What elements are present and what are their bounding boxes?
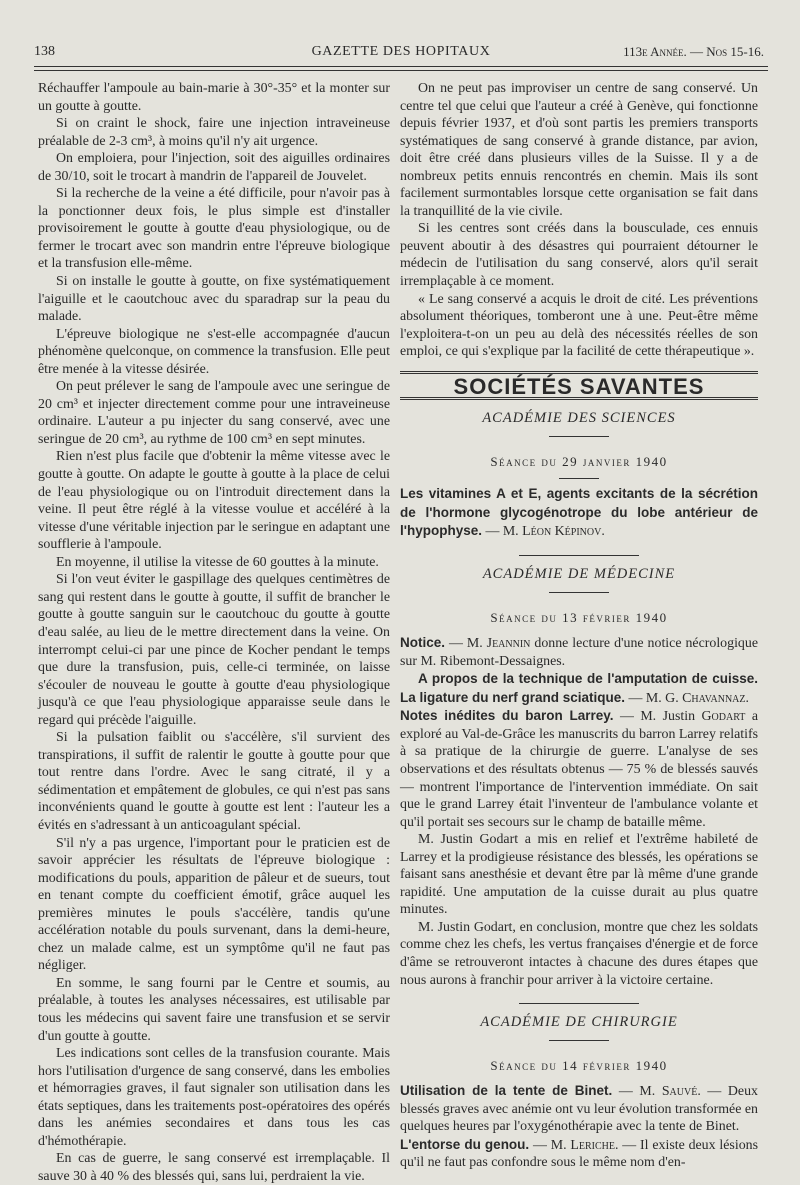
author: Leriche — [570, 1137, 615, 1153]
entry-text: donne lecture d'une notice nécrologique sur M. Ribemont-Dessaignes. — [400, 636, 758, 669]
paragraph: Si la pulsation faiblit ou s'accélère, s'il survient des transpirations, il suffit de ralentir le goutte à goutte pour que tout rentre dans l'ordre. Avec le sang citraté, il y a sédimentation et empâtement de globules, ce qui n'est pas sans inconvénients quand le goutte à goutte est lent : l'auteur les a évités en s'adressant à un anticoagulant spécial. — [38, 730, 390, 833]
seance-date: Séance du 13 février 1940 — [490, 609, 668, 625]
author: Chavannaz — [682, 690, 746, 706]
paragraph: « Le sang conservé a acquis le droit de cité. Les préventions absolument théoriques, tomberont une à une. Peut-être même l'exploitera-t-on un peu au delà des nécessités réelles de son emploi, ce qui s'explique par la facilité de cette thérapeutique ». — [400, 291, 758, 360]
author-sep: — M. — [612, 1084, 662, 1100]
author: Léon Képinov — [522, 524, 602, 540]
paragraph: M. Justin Godart a mis en relief et l'extrême habileté de Larrey et la prodigieuse résistance des blessés, les opérations se faisant sans anesthésie et devant être par là même d'une grande rapidité. Une amputation de la cuisse durait au plus quatre minutes. — [400, 832, 758, 918]
author: Jeannin — [486, 636, 531, 652]
entry — [400, 707, 758, 831]
entry-text: . — [745, 690, 749, 706]
entry-text: . — Il existe deux lésions qu'il ne faut pas confondre sous le même nom d'en- — [400, 1137, 758, 1171]
academy-separator — [519, 555, 639, 556]
entry — [400, 670, 758, 707]
journal-title: GAZETTE DES HOPITAUX — [311, 44, 491, 59]
academy-separator — [519, 1003, 639, 1004]
paragraph: En moyenne, il utilise la vitesse de 60 gouttes à la minute. — [56, 554, 379, 570]
entry — [400, 1082, 758, 1136]
academy-rule — [549, 592, 609, 593]
seance-date: Séance du 14 février 1940 — [490, 1057, 668, 1073]
entry-title: L'entorse du genou. — [400, 1136, 530, 1152]
entry-text: a exploré au Val-de-Grâce les manuscrits du barron Larrey relatifs à sa pratique de la chirurgie de guerre. L'analyse de ses observations et des résultats obtenus — 75 % de blessés sauvés — montrent l'importance de l'intervention immédiate. On sait que le grand Larrey était l'inventeur de l'ambulance volante et qu'il portait ses secours sur le champ de bataille même. — [400, 709, 759, 830]
paragraph: En somme, le sang fourni par le Centre et soumis, au préalable, à toutes les analyses nécessaires, est utilisable par tous les médecins qui savent faire une transfusion et se servir d'un goutte à goutte. — [38, 975, 390, 1044]
paragraph: Si la recherche de la veine a été difficile, pour n'avoir pas à la ponctionner deux fois, le plus simple est d'installer provisoirement le goutte à goutte d'eau physiologique, ou de fermer le trocart avec son mandrin entre l'épreuve biologique et la transfusion elle-même. — [38, 186, 390, 272]
paragraph: Si on craint le shock, faire une injection intraveineuse préalable de 2-3 cm³, à moins qu'il n'y ait urgence. — [38, 116, 390, 149]
entry-title: Notice. — [400, 635, 446, 651]
academy-rule — [549, 1040, 609, 1041]
paragraph: On ne peut pas improviser un centre de sang conservé. Un centre tel que celui que l'auteur a créé à Genève, qui fonctionne depuis février 1937, et d'où sont partis les premiers transports systématiques de sang conservé à grande distance, par avion, doit être créé dans plusieurs villes de la Suisse. Il y a de nombreux petits ennuis rencontrés en chemin. Mais ils sont facilement surmontables lorsque cette organisation se fait dans la tranquillité de la vie civile. — [400, 81, 758, 219]
right-column — [400, 80, 758, 1172]
header-rule-top — [34, 66, 768, 67]
entry-title: Les vitamines A et E, agents excitants de la sécrétion de l'hormone glycogénotrope du lobe antérieur de l'hypophyse. — [400, 486, 758, 539]
seance-rule — [559, 478, 599, 479]
author: Godart — [701, 709, 746, 725]
academy-rule — [549, 436, 609, 437]
paragraph: On emploiera, pour l'injection, soit des aiguilles ordinaires de 30/10, soit le trocart à mandrin de l'appareil de Jouvelet. — [38, 151, 390, 184]
issue-number: 113e Année. — Nos 15-16. — [623, 44, 764, 59]
entry-text: . — [601, 524, 605, 540]
academy-name: ACADÉMIE DE CHIRURGIE — [480, 1014, 678, 1031]
entry — [400, 634, 758, 670]
entry-title: A propos de la technique de l'amputation de cuisse. La ligature du nerf grand sciatique. — [400, 671, 758, 705]
page-number: 138 — [34, 44, 55, 59]
entry-title: Notes inédites du baron Larrey. — [400, 708, 614, 724]
header-rule-bottom — [34, 70, 768, 71]
author-sep: — M. — [445, 636, 487, 652]
paragraph: Réchauffer l'ampoule au bain-marie à 30°-35° et la monter sur un goutte à goutte. — [38, 81, 390, 114]
entry — [400, 1136, 758, 1172]
author: Sauvé — [661, 1084, 698, 1100]
academy-name: ACADÉMIE DE MÉDECINE — [482, 566, 676, 583]
entry — [400, 485, 758, 541]
paragraph: Si les centres sont créés dans la bousculade, ces ennuis peuvent aboutir à des désastres qui pourraient détourner le médecin de l'utilisation du sang conservé, alors qu'il serait irremplaçable à ce moment. — [400, 221, 758, 290]
paragraph: M. Justin Godart, en conclusion, montre que chez les soldats comme chez les chefs, les vertus françaises d'énergie et de force d'âme se retrouveront intactes à chacune des dures étapes que nous aurons à franchir pour arriver à la victoire certaine. — [400, 919, 758, 988]
author-sep: — M. G. — [625, 690, 683, 706]
entry-title: Utilisation de la tente de Binet. — [400, 1083, 613, 1099]
page-header — [34, 44, 768, 64]
entry-text: . — Deux blessés graves avec anémie ont vu leur évolution transformée en quelques heures par l'oxygénothérapie avec la tente de Binet. — [400, 1084, 758, 1135]
paragraph: S'il n'y a pas urgence, l'important pour le praticien est de savoir apprécier les résultats de l'épreuve biologique : modifications du pouls, apparition de pâleur et de sueurs, tout en tenant compte du coefficient émotif, grâce auquel les premières minutes le pouls s'accélère, tandis qu'une accélération notable du pouls survenant, dans la demi-heure, chez un malade calme, est un symptôme qu'il ne faut pas négliger. — [38, 835, 390, 974]
left-column — [38, 80, 390, 1185]
academy-name: ACADÉMIE DES SCIENCES — [482, 410, 676, 427]
paragraph: L'épreuve biologique ne s'est-elle accompagnée d'aucun phénomène quelconque, on commence la transfusion. Elle peut être menée à la vitesse désirée. — [38, 326, 390, 377]
paragraph: En cas de guerre, le sang conservé est irremplaçable. Il sauve 30 à 40 % des blessés qui, sans lui, perdraient la vie. — [38, 1151, 390, 1184]
author-sep: — M. Justin — [613, 709, 702, 725]
seance-date: Séance du 29 janvier 1940 — [490, 453, 668, 469]
author-sep: — M. — [481, 524, 523, 540]
paragraph: Si l'on veut éviter le gaspillage des quelques centimètres de sang qui restent dans le goutte à goutte, il suffit de brancher le goutte à goutte sanguin sur le caoutchouc du goutte à goutte d'eau salée, au lieu de le mettre directement dans la veine. On interrompt celui-ci par une pince de Kocher pendant le temps que dure la transfusion, puis, celle-ci terminée, on laisse s'écouler de nouveau le goutte à goutte d'eau physiologique jusqu'à ce que l'eau physiologique apparaisse seule dans le regard qui précède l'aiguille. — [38, 572, 390, 728]
paragraph: On peut prélever le sang de l'ampoule avec une seringue de 20 cm³ et injecter directement comme pour une intraveineuse ordinaire. L'auteur a pu injecter du sang conservé, avec une seringue de 20 cm³, au rythme de 100 cm³ en sept minutes. — [38, 379, 390, 447]
author-sep: — M. — [529, 1137, 571, 1153]
section-title: SOCIÉTÉS SAVANTES — [453, 373, 705, 399]
paragraph: Les indications sont celles de la transfusion courante. Mais hors l'utilisation d'urgence de sang conservé, dans les embolies et hémorragies graves, il faut signaler son utilisation dans les états septiques, dans les traitements post-opératoires des opérés dans les anémies secondaires et dans tous les cas d'hémothérapie. — [38, 1046, 390, 1149]
paragraph: Si on installe le goutte à goutte, on fixe systématiquement l'aiguille et le caoutchouc avec du sparadrap sur la peau du malade. — [38, 274, 390, 325]
paragraph: Rien n'est plus facile que d'obtenir la même vitesse avec le goutte à goutte. On adapte le goutte à goutte à la place de celui de l'eau physiologique ou on l'introduit directement dans la veine. Il peut être réglé à la vitesse voulue et accéléré à la vitesse d'une véritable injection par le seringue en adaptant une soufflerie à l'ampoule. — [38, 449, 390, 553]
